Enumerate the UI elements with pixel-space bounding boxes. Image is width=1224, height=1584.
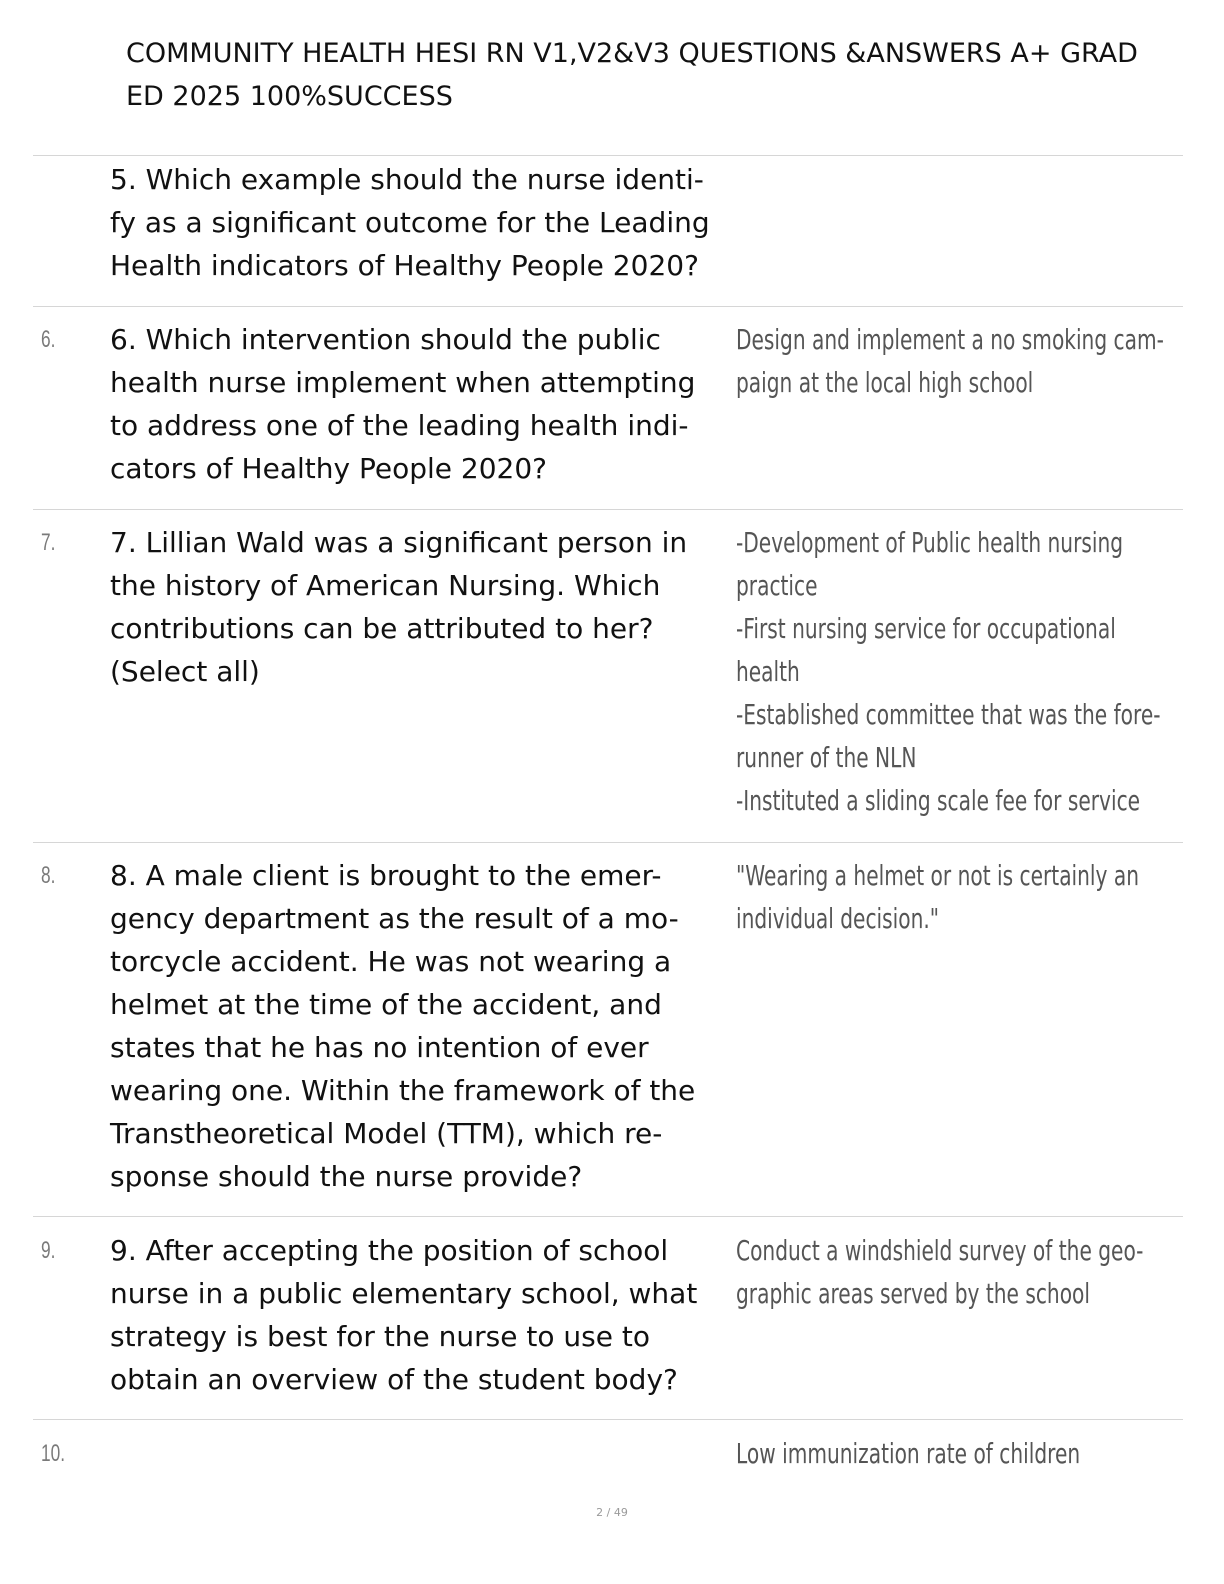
question-line: Transtheoretical Model (TTM), which re- xyxy=(110,1117,663,1150)
answer-text xyxy=(736,521,1161,822)
question-text xyxy=(110,158,730,287)
answer-line: paign at the local high school xyxy=(736,366,1034,399)
question-line: the history of American Nursing. Which xyxy=(110,569,661,602)
answer-text xyxy=(736,1229,1143,1315)
answer-text xyxy=(736,854,1139,940)
row-number: 6. xyxy=(41,326,56,353)
question-line: Health indicators of Healthy People 2020? xyxy=(110,249,699,282)
question-text xyxy=(110,521,730,693)
answer-line: -Development of Public health nursing xyxy=(736,526,1124,559)
question-line: 7. Lillian Wald was a significant person in xyxy=(110,526,688,559)
row-number: 9. xyxy=(41,1237,56,1264)
answer-line: Low immunization rate of children xyxy=(736,1437,1081,1470)
row-number: 10. xyxy=(41,1440,66,1467)
question-line: sponse should the nurse provide? xyxy=(110,1160,583,1193)
row-divider xyxy=(33,1419,1183,1420)
document-title-line-2: ED 2025 100%SUCCESS xyxy=(126,81,453,112)
question-line: nurse in a public elementary school, what xyxy=(110,1277,698,1310)
answer-text xyxy=(736,318,1164,404)
row-divider xyxy=(33,509,1183,510)
question-line: gency department as the result of a mo- xyxy=(110,902,679,935)
answer-line: -Established committee that was the fore- xyxy=(736,698,1161,731)
page-indicator: 2 / 49 xyxy=(596,1506,628,1519)
answer-text xyxy=(736,1432,1080,1475)
question-line: to address one of the leading health indi- xyxy=(110,409,689,442)
row-number: 8. xyxy=(41,862,56,889)
question-line: contributions can be attributed to her? xyxy=(110,612,654,645)
question-line: 5. Which example should the nurse identi- xyxy=(110,163,704,196)
question-line: fy as a significant outcome for the Leading xyxy=(110,206,710,239)
question-line: strategy is best for the nurse to use to xyxy=(110,1320,650,1353)
answer-line: Conduct a windshield survey of the geo- xyxy=(736,1234,1144,1267)
question-text xyxy=(110,318,730,490)
answer-line: health xyxy=(736,655,800,688)
row-divider xyxy=(33,306,1183,307)
question-line: torcycle accident. He was not wearing a xyxy=(110,945,672,978)
answer-line: individual decision." xyxy=(736,902,940,935)
question-line: states that he has no intention of ever xyxy=(110,1031,649,1064)
question-line: helmet at the time of the accident, and xyxy=(110,988,662,1021)
answer-line: practice xyxy=(736,569,818,602)
question-text xyxy=(110,854,730,1198)
question-line: cators of Healthy People 2020? xyxy=(110,452,548,485)
answer-line: graphic areas served by the school xyxy=(736,1277,1090,1310)
question-line: health nurse implement when attempting xyxy=(110,366,696,399)
question-line: 8. A male client is brought to the emer- xyxy=(110,859,662,892)
answer-line: "Wearing a helmet or not is certainly an xyxy=(736,859,1140,892)
question-text xyxy=(110,1229,730,1401)
question-line: wearing one. Within the framework of the xyxy=(110,1074,696,1107)
document-title-line-1: COMMUNITY HEALTH HESI RN V1,V2&V3 QUESTIONS &ANSWERS A+ GRAD xyxy=(126,38,1138,69)
answer-line: runner of the NLN xyxy=(736,741,917,774)
question-line: obtain an overview of the student body? xyxy=(110,1363,678,1396)
document-header xyxy=(126,32,1224,118)
row-number: 7. xyxy=(41,529,56,556)
answer-line: -First nursing service for occupational xyxy=(736,612,1116,645)
row-divider xyxy=(33,842,1183,843)
row-divider xyxy=(33,1216,1183,1217)
question-line: (Select all) xyxy=(110,655,260,688)
row-divider xyxy=(33,155,1183,156)
question-line: 6. Which intervention should the public xyxy=(110,323,661,356)
answer-line: Design and implement a no smoking cam- xyxy=(736,323,1164,356)
question-line: 9. After accepting the position of school xyxy=(110,1234,669,1267)
answer-line: -Instituted a sliding scale fee for service xyxy=(736,784,1141,817)
